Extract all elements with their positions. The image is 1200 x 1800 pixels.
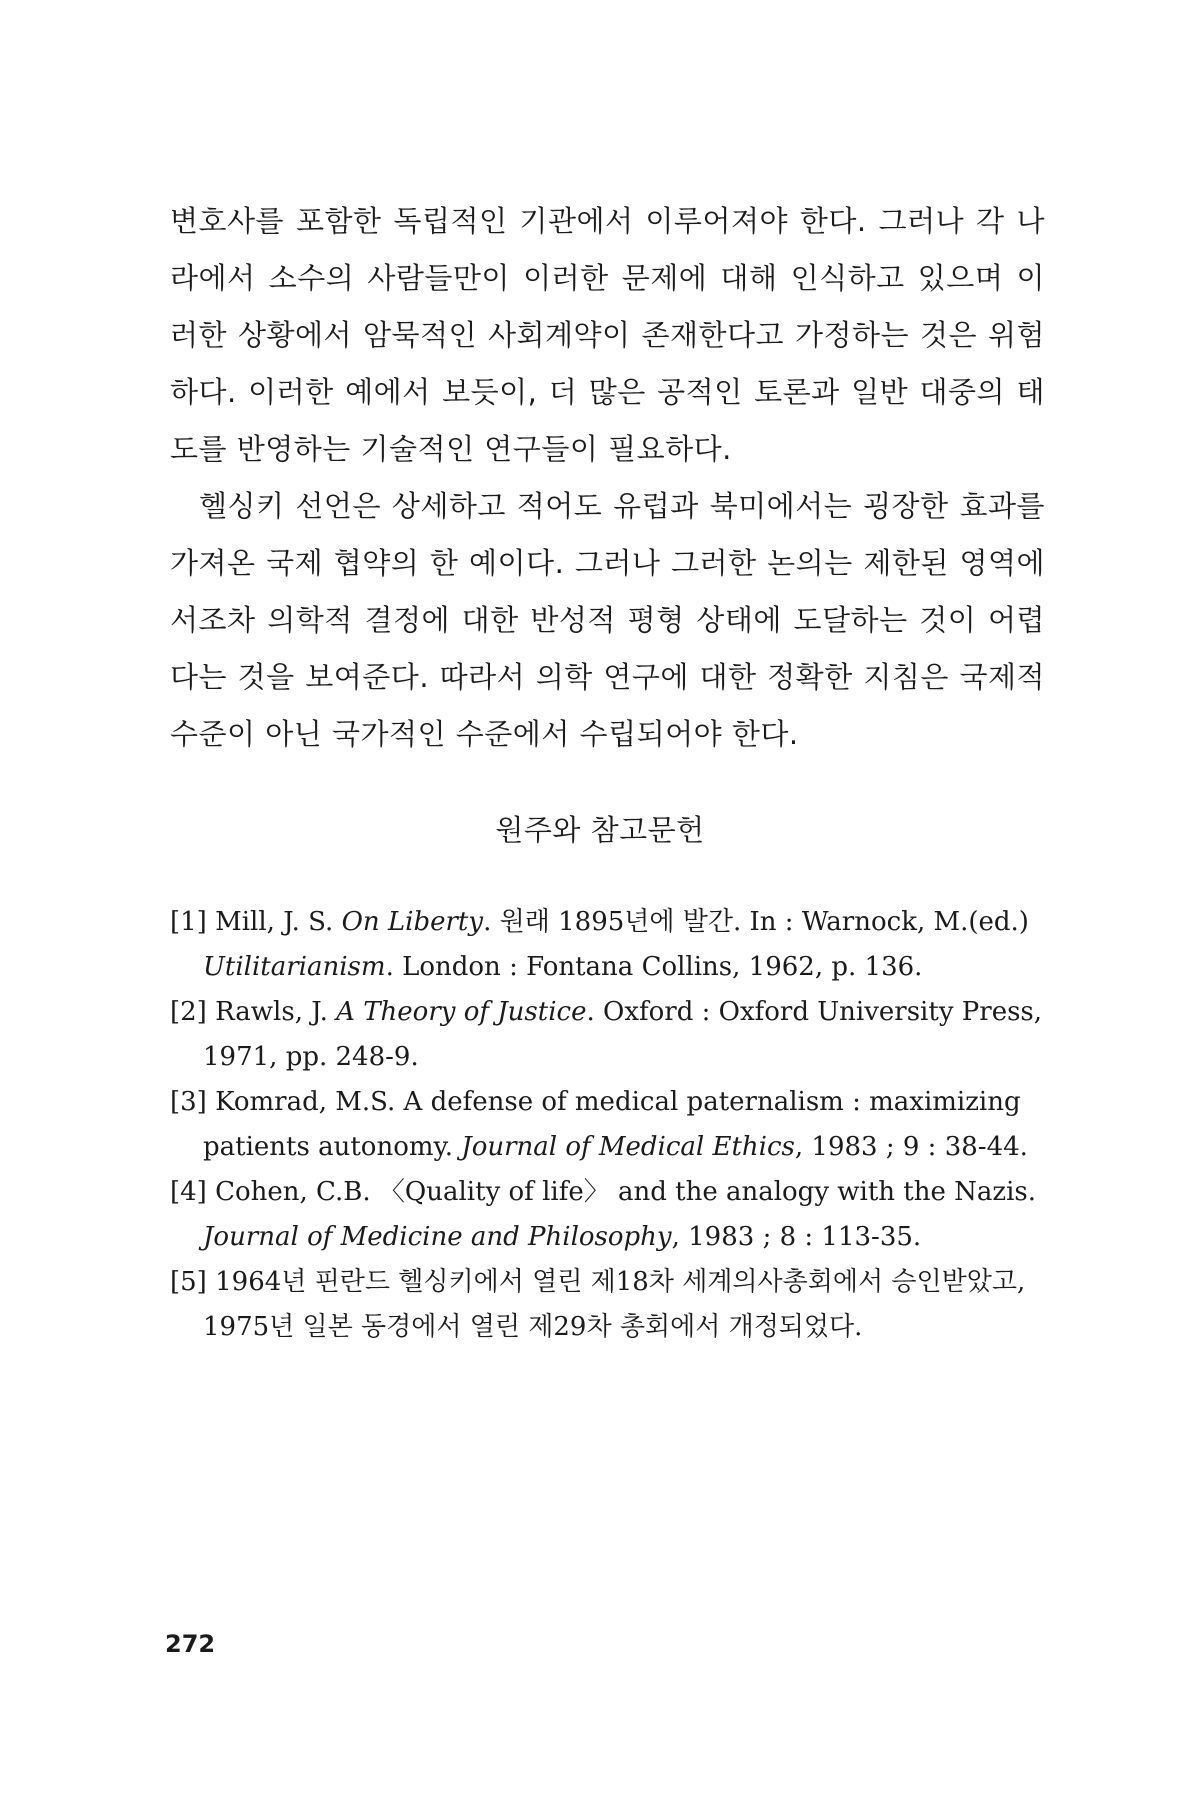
paragraph-2: 헬싱키 선언은 상세하고 적어도 유럽과 북미에서는 굉장한 효과를 가져온 국제 협약의 한 예이다. 그러나 그러한 논의는 제한된 영역에 서조차 의학적 결정에 대한 반성적 평형 상태에 도달하는 것이 어렵다는 것을 보여준다. 따라서 의학 연구에 대한 정확한 지침은 국제적 수준이 아닌 국가적인 수준에서 수립되어야 한다. bbox=[170, 489, 1045, 751]
reference-item-5 bbox=[170, 1260, 1045, 1350]
reference-text: . 원래 1895년에 발간. In : Warnock, M.(ed.) bbox=[483, 907, 1029, 937]
reference-item-1 bbox=[170, 900, 1045, 990]
reference-text: . Oxford : Oxford University Press, 1971, pp. 248-9. bbox=[203, 997, 1043, 1072]
reference-text: Cohen, C.B. 〈Quality of life〉 and the analogy with the Nazis. bbox=[206, 1177, 1037, 1207]
reference-text: Komrad, M.S. A defense of medical paternalism : maximizing patients autonomy. bbox=[203, 1087, 1021, 1162]
reference-source: Journal of Medical Ethics bbox=[461, 1132, 795, 1162]
section-title: 원주와 참고문헌 bbox=[495, 813, 705, 847]
paragraph-1: 변호사를 포함한 독립적인 기관에서 이루어져야 한다. 그러나 각 나라에서 소수의 사람들만이 이러한 문제에 대해 인식하고 있으며 이러한 상황에서 암묵적인 사회계약이 존재한다고 가정하는 것은 위험하다. 이러한 예에서 보듯이, 더 많은 공적인 토론과 일반 대중의 태도를 반영하는 기술적인 연구들이 필요하다. bbox=[170, 204, 1045, 466]
reference-list bbox=[170, 900, 1045, 1350]
reference-source: Journal of Medicine and Philosophy bbox=[203, 1222, 672, 1252]
reference-text: Mill, J. S. bbox=[206, 907, 342, 937]
reference-text: . London : Fontana Collins, 1962, p. 136. bbox=[385, 952, 923, 982]
reference-number: [2] bbox=[170, 997, 207, 1027]
reference-text: , 1983 ; 9 : 38-44. bbox=[794, 1132, 1028, 1162]
reference-item-4 bbox=[170, 1170, 1045, 1260]
reference-item-2 bbox=[170, 990, 1045, 1080]
reference-title: On Liberty bbox=[341, 907, 484, 937]
reference-number: [1] bbox=[170, 907, 207, 937]
reference-text: Rawls, J. bbox=[206, 997, 337, 1027]
page-number: 272 bbox=[165, 1630, 216, 1658]
reference-item-3 bbox=[170, 1080, 1045, 1170]
reference-number: [4] bbox=[170, 1177, 207, 1207]
reference-text: 1964년 핀란드 헬싱키에서 열린 제18차 세계의사총회에서 승인받았고, 1975년 일본 동경에서 열린 제29차 총회에서 개정되었다. bbox=[203, 1267, 1026, 1342]
body-text bbox=[170, 193, 1045, 763]
reference-number: [5] bbox=[170, 1267, 207, 1297]
reference-text: , 1983 ; 8 : 113-35. bbox=[671, 1222, 922, 1252]
reference-source: Utilitarianism bbox=[203, 952, 386, 982]
reference-title: A Theory of Justice bbox=[336, 997, 587, 1027]
reference-number: [3] bbox=[170, 1087, 207, 1117]
